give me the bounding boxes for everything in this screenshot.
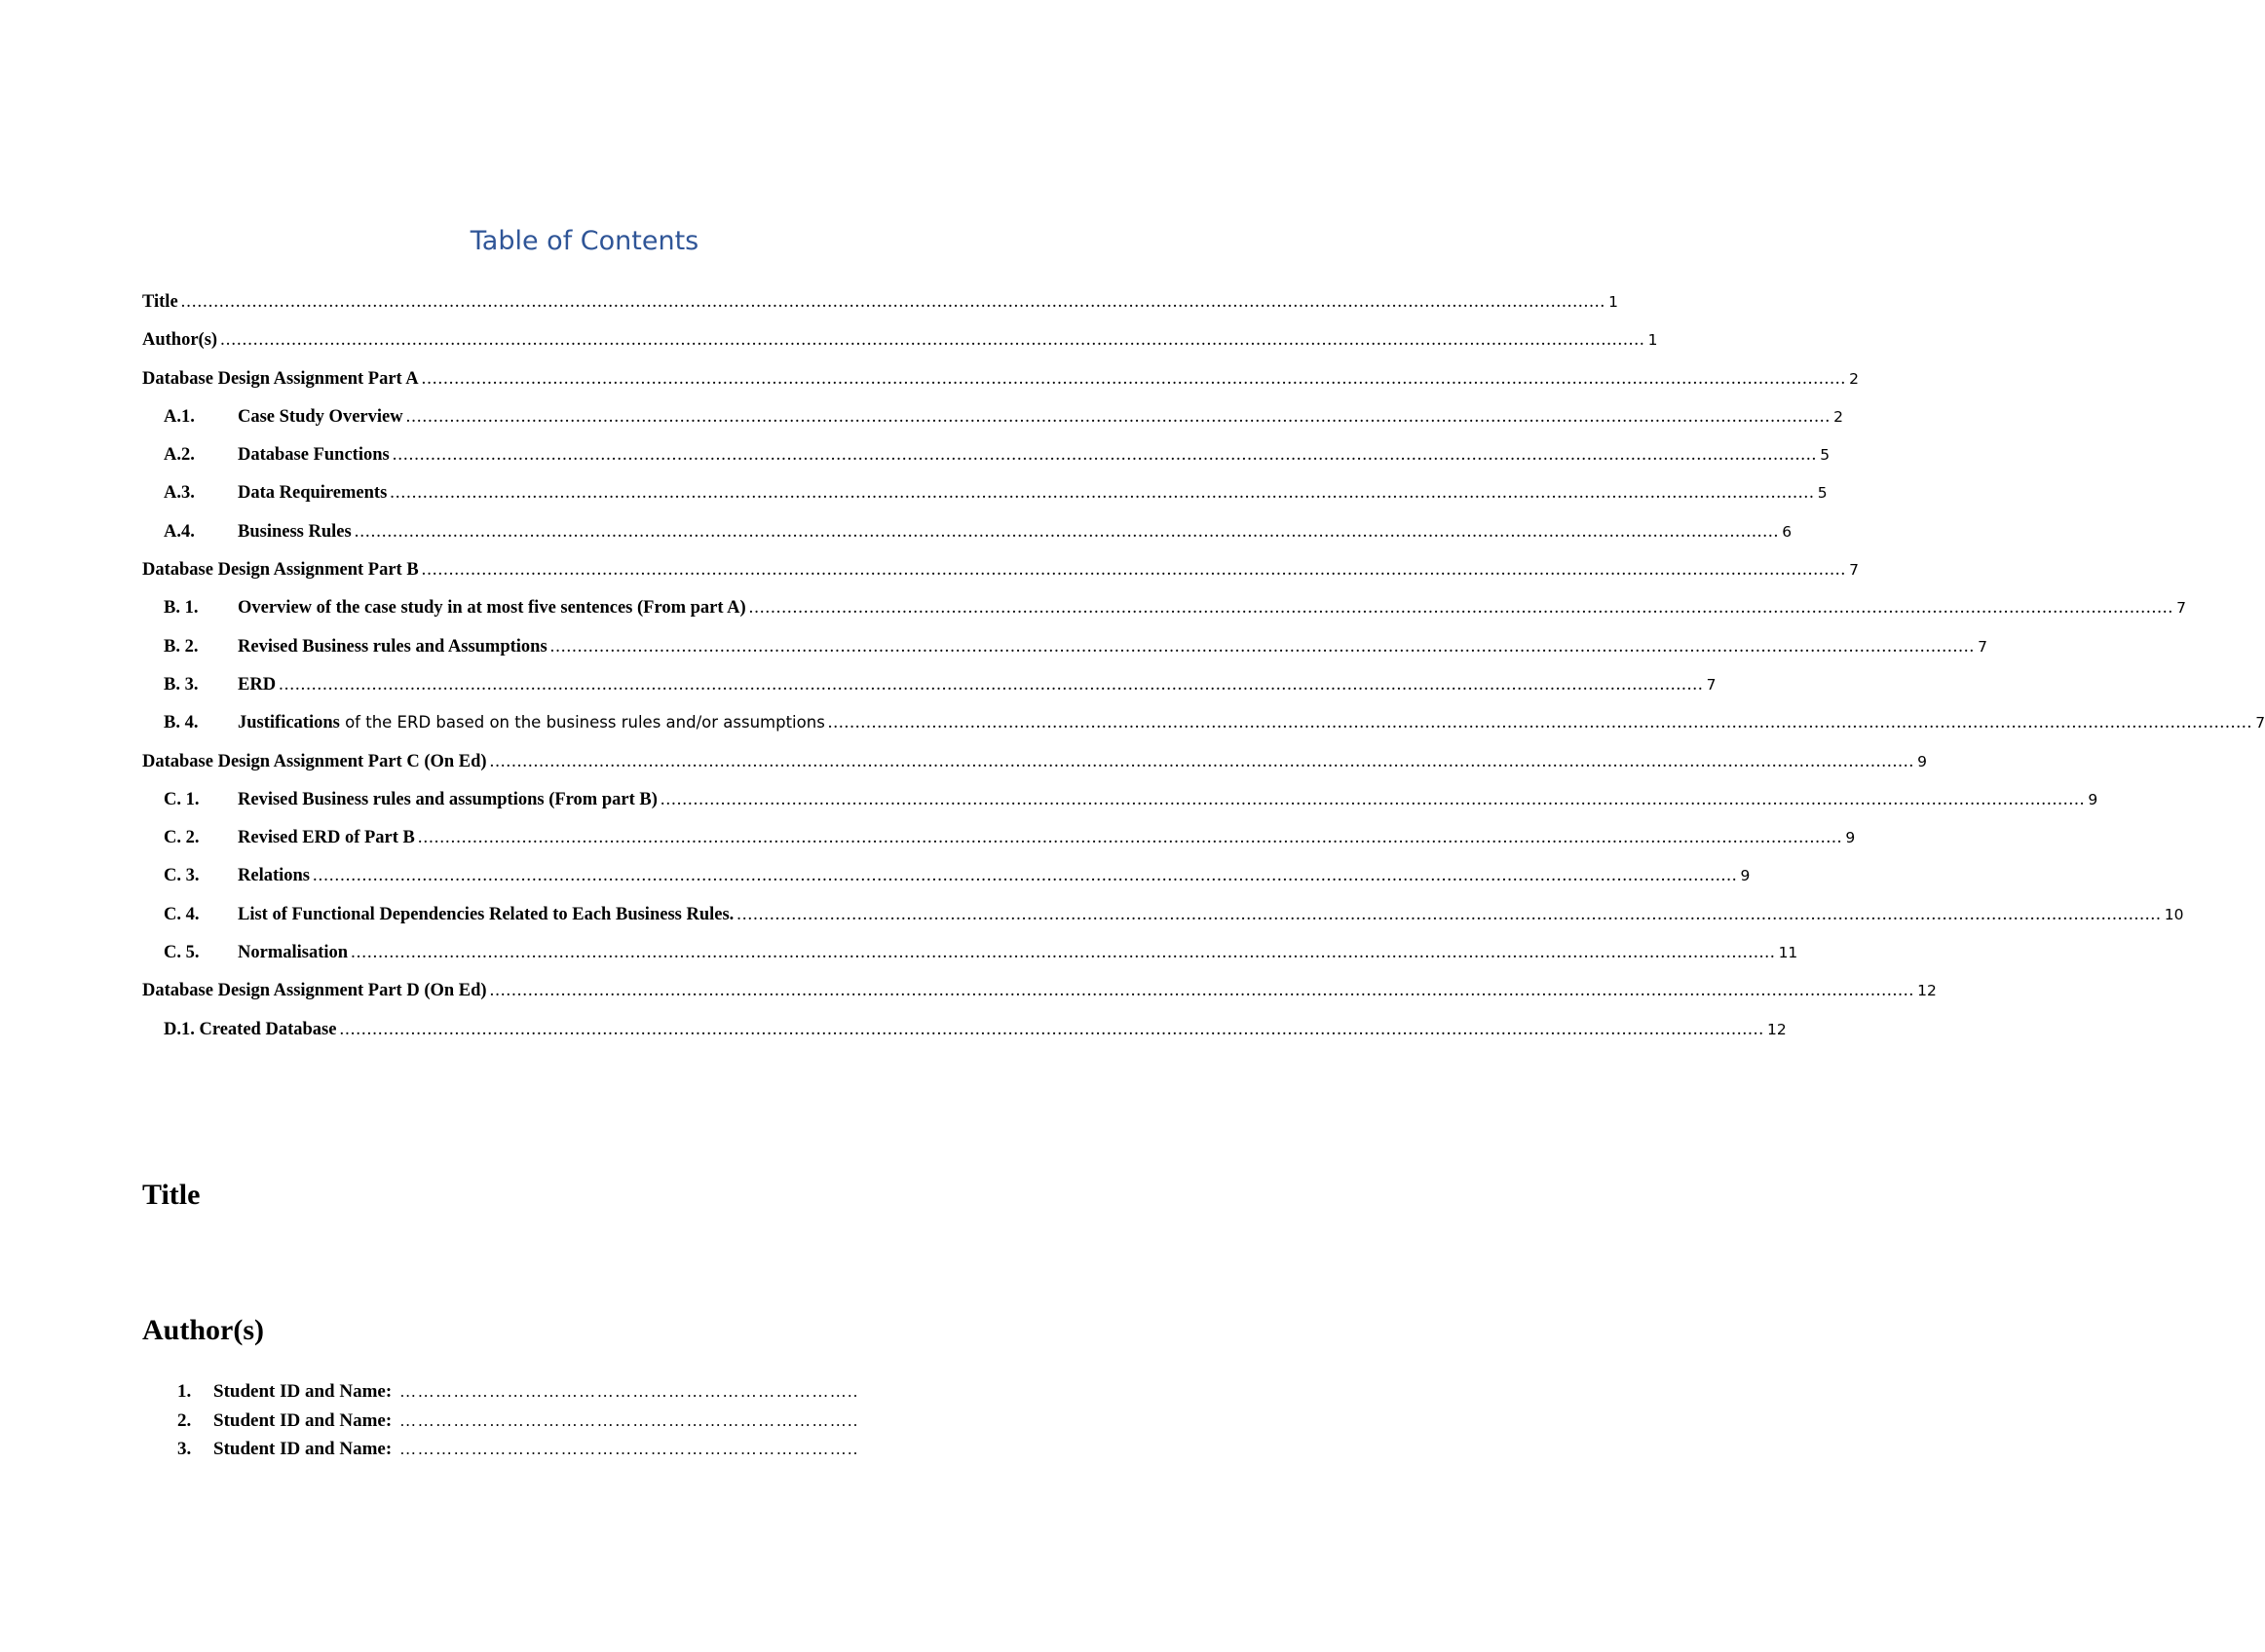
toc-entry-number: B. 2. — [164, 636, 199, 657]
toc-entry-label — [238, 637, 547, 657]
toc-entry-label — [142, 292, 178, 313]
toc-list — [142, 292, 2265, 1058]
toc-entry-page-number: 1 — [1608, 293, 1619, 311]
toc-entry-page-number: 6 — [1782, 522, 1793, 541]
author-item-number: 2. — [177, 1409, 192, 1431]
toc-entry-label — [238, 790, 658, 810]
toc-entry-label-text: List of Functional Dependencies Related to Each Business Rules. — [238, 904, 735, 924]
toc-entry-label-text: Database Functions — [238, 445, 390, 466]
toc-entry-label-text: Database Design Assignment Part B — [142, 560, 419, 581]
toc-entry-page-number: 9 — [1845, 829, 1856, 847]
toc-leader-dots: .................................................................................................................................................................................................................................................................... — [748, 598, 2174, 619]
toc-entry-number: A.2. — [164, 445, 195, 466]
toc-leader-dots: .................................................................................................................................................................................................................................................................... — [390, 483, 1815, 504]
toc-entry-number: B. 1. — [164, 598, 199, 619]
toc-entry[interactable] — [142, 483, 1828, 521]
toc-leader-dots: .................................................................................................................................................................................................................................................................... — [351, 943, 1776, 963]
author-field-label: Student ID and Name: — [213, 1381, 393, 1402]
toc-entry-label-text: Database Design Assignment Part D (On Ed) — [142, 981, 487, 1001]
author-list-item — [177, 1410, 957, 1440]
author-field-label: Student ID and Name: — [213, 1409, 393, 1431]
toc-entry-label — [164, 1020, 336, 1040]
toc-entry-page-number: 10 — [2164, 905, 2184, 923]
toc-entry-label-text: Author(s) — [142, 330, 218, 351]
authors-list — [177, 1381, 957, 1468]
toc-entry-label — [238, 445, 390, 466]
toc-entry-number: A.1. — [164, 406, 195, 427]
toc-entry-label-text: Relations — [238, 866, 310, 886]
toc-entry-page-number: 2 — [1833, 407, 1843, 426]
toc-entry[interactable] — [142, 789, 2098, 828]
toc-entry-page-number: 9 — [2088, 790, 2098, 808]
toc-entry[interactable] — [142, 828, 1856, 866]
toc-entry-label-text: Revised Business rules and Assumptions — [238, 636, 547, 657]
toc-entry[interactable] — [142, 560, 1860, 598]
toc-leader-dots: .................................................................................................................................................................................................................................................................... — [660, 789, 2086, 809]
toc-entry-page-number: 2 — [1849, 369, 1860, 388]
toc-entry-page-number: 11 — [1778, 944, 1798, 962]
toc-entry-label — [238, 407, 403, 428]
toc-leader-dots: .................................................................................................................................................................................................................................................................... — [421, 368, 1847, 389]
toc-entry[interactable] — [142, 751, 1927, 790]
toc-entry-number: C. 2. — [164, 828, 200, 848]
toc-entry-label — [142, 330, 217, 351]
author-field-label: Student ID and Name: — [213, 1439, 393, 1459]
author-list-item — [177, 1439, 957, 1468]
toc-entry-label — [142, 560, 419, 581]
toc-entry[interactable] — [142, 713, 2265, 751]
toc-heading: Table of Contents — [470, 226, 699, 256]
authors-heading: Author(s) — [142, 1314, 264, 1346]
toc-entry[interactable] — [142, 674, 1717, 713]
toc-entry-label-text: ERD — [238, 674, 277, 695]
toc-entry-label — [142, 752, 487, 772]
toc-leader-dots: .................................................................................................................................................................................................................................................................... — [180, 292, 1606, 312]
toc-entry[interactable] — [142, 445, 1831, 483]
author-fill-in-placeholder[interactable]: ………………………………………………………………….. — [399, 1382, 859, 1401]
author-list-item — [177, 1381, 957, 1410]
toc-entry-page-number: 12 — [1917, 982, 1937, 1000]
toc-entry-label — [238, 675, 276, 695]
toc-entry-label — [238, 598, 746, 619]
author-item-number: 3. — [177, 1439, 192, 1459]
toc-entry-label-text: Justifications — [238, 713, 340, 733]
title-heading: Title — [142, 1179, 201, 1211]
toc-entry-page-number: 1 — [1647, 331, 1658, 350]
toc-entry-label — [142, 981, 487, 1001]
toc-entry-number: B. 4. — [164, 713, 199, 733]
toc-entry[interactable] — [142, 636, 1988, 675]
toc-entry-page-number: 7 — [1849, 561, 1860, 580]
toc-entry-page-number: 7 — [2255, 714, 2265, 732]
toc-entry-number: C. 3. — [164, 866, 200, 886]
toc-entry-label-text: Database Design Assignment Part A — [142, 368, 419, 389]
toc-leader-dots: .................................................................................................................................................................................................................................................................... — [549, 636, 1976, 657]
toc-entry-page-number: 7 — [1978, 637, 1988, 656]
toc-entry-page-number: 7 — [1706, 675, 1717, 694]
toc-entry-label — [238, 483, 387, 504]
toc-leader-dots: .................................................................................................................................................................................................................................................................... — [489, 981, 1915, 1001]
toc-entry-label — [142, 369, 419, 390]
toc-entry[interactable] — [142, 904, 2184, 943]
toc-entry-number: C. 4. — [164, 904, 200, 924]
toc-entry-label-text: Database Design Assignment Part C (On Ed) — [142, 751, 487, 771]
toc-entry[interactable] — [142, 521, 1793, 560]
toc-entry-label-text: Data Requirements — [238, 483, 388, 504]
toc-entry[interactable] — [142, 598, 2187, 636]
toc-entry[interactable] — [142, 406, 1843, 445]
toc-entry[interactable] — [142, 981, 1937, 1019]
toc-leader-dots: .................................................................................................................................................................................................................................................................... — [313, 866, 1738, 886]
toc-leader-dots: .................................................................................................................................................................................................................................................................... — [827, 713, 2253, 733]
toc-entry-label-text: Title — [142, 292, 178, 312]
toc-entry-page-number: 9 — [1740, 867, 1751, 885]
toc-entry-label — [238, 713, 825, 733]
toc-entry-label-text: Revised Business rules and assumptions (From part B) — [238, 789, 658, 809]
toc-entry-page-number: 5 — [1820, 446, 1831, 465]
author-fill-in-placeholder[interactable]: ………………………………………………………………….. — [399, 1440, 859, 1458]
toc-entry-label — [238, 522, 352, 543]
toc-leader-dots: .................................................................................................................................................................................................................................................................... — [489, 751, 1915, 771]
toc-entry-label-text: Normalisation — [238, 943, 349, 963]
author-item-number: 1. — [177, 1381, 192, 1402]
toc-leader-dots: .................................................................................................................................................................................................................................................................... — [339, 1019, 1764, 1039]
toc-leader-dots: .................................................................................................................................................................................................................................................................... — [392, 445, 1818, 466]
toc-entry[interactable] — [142, 866, 1751, 904]
toc-entry-number: A.4. — [164, 521, 195, 542]
toc-entry[interactable] — [142, 1019, 1787, 1058]
toc-leader-dots: .................................................................................................................................................................................................................................................................... — [736, 904, 2162, 924]
toc-entry-number: C. 5. — [164, 943, 200, 963]
toc-entry-label-text: D.1. Created Database — [164, 1019, 337, 1039]
toc-entry[interactable] — [142, 943, 1798, 981]
toc-entry[interactable] — [142, 330, 1658, 368]
toc-entry-number: C. 1. — [164, 789, 200, 809]
toc-entry-number: A.3. — [164, 483, 195, 504]
toc-entry-page-number: 5 — [1817, 484, 1828, 503]
toc-leader-dots: .................................................................................................................................................................................................................................................................... — [405, 406, 1831, 427]
toc-entry-label — [238, 905, 734, 925]
toc-entry-label — [238, 943, 348, 963]
toc-entry-label-text: Case Study Overview — [238, 406, 403, 427]
toc-entry-page-number: 9 — [1917, 752, 1927, 770]
toc-entry-page-number: 7 — [2176, 599, 2187, 618]
toc-leader-dots: .................................................................................................................................................................................................................................................................... — [279, 674, 1704, 695]
toc-entry-page-number: 12 — [1766, 1020, 1787, 1038]
toc-entry-label-text: Overview of the case study in at most five sentences (From part A) — [238, 598, 746, 619]
toc-entry-label-suffix: of the ERD based on the business rules and/or assumptions — [339, 713, 825, 732]
toc-entry-label-text: Revised ERD of Part B — [238, 828, 415, 848]
toc-entry-label — [238, 828, 415, 848]
toc-entry[interactable] — [142, 292, 1619, 330]
toc-leader-dots: .................................................................................................................................................................................................................................................................... — [417, 828, 1843, 848]
toc-entry-label-text: Business Rules — [238, 521, 352, 542]
toc-entry[interactable] — [142, 368, 1860, 407]
toc-leader-dots: .................................................................................................................................................................................................................................................................... — [421, 560, 1847, 581]
author-fill-in-placeholder[interactable]: ………………………………………………………………….. — [399, 1410, 859, 1430]
toc-leader-dots: .................................................................................................................................................................................................................................................................... — [220, 330, 1645, 351]
toc-leader-dots: .................................................................................................................................................................................................................................................................... — [354, 521, 1780, 542]
toc-entry-number: B. 3. — [164, 674, 199, 695]
toc-entry-label — [238, 866, 310, 886]
